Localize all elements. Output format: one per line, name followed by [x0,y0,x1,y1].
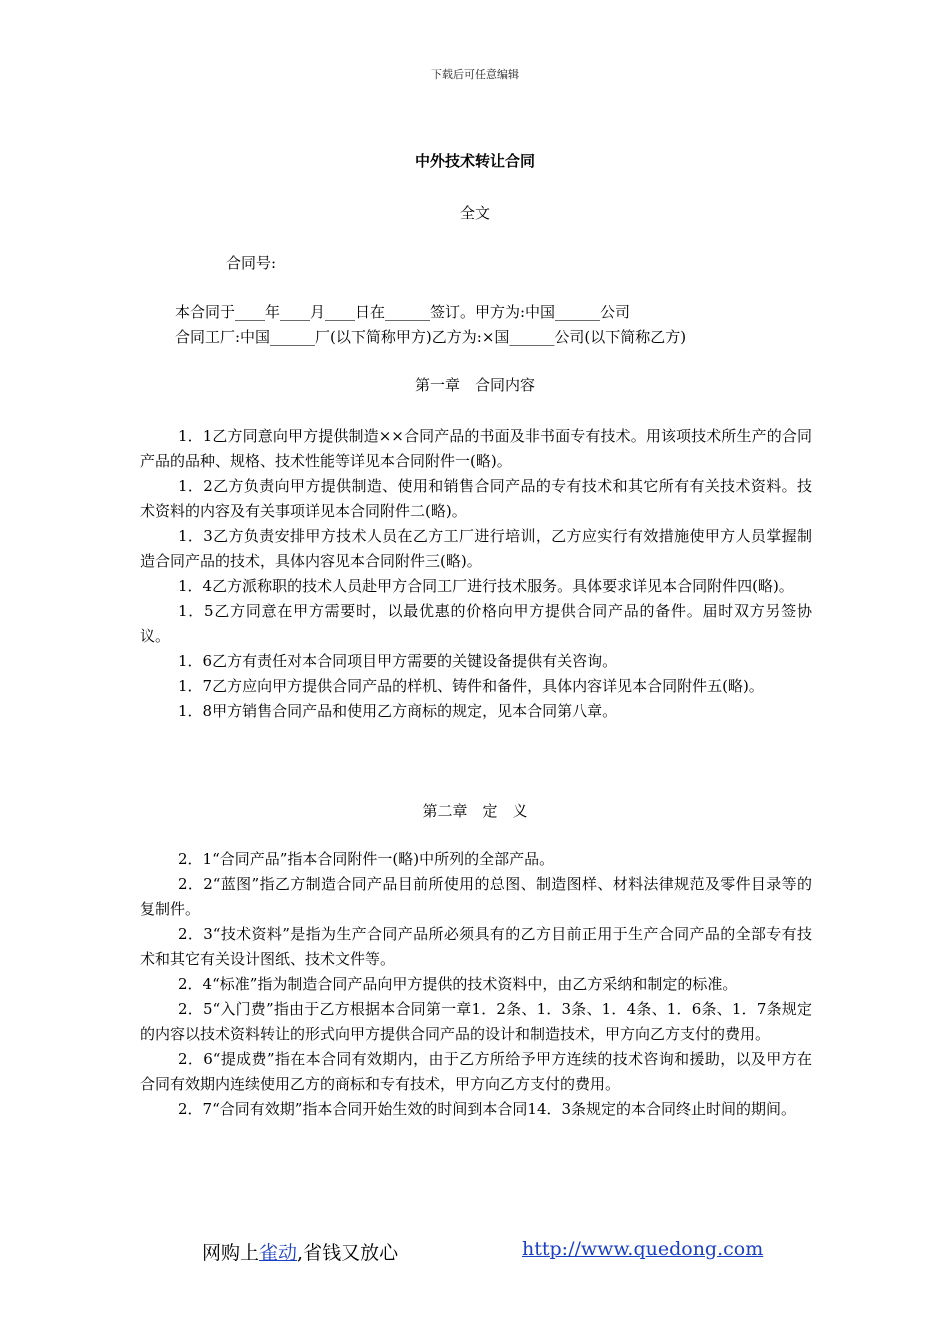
chapter-1-clauses [140,424,812,724]
clause: 2．2“蓝图”指乙方制造合同产品目前所使用的总图、制造图样、材料法律规范及零件目录等的复制件。 [140,875,812,918]
footer-url-link[interactable]: http://www.quedong.com [522,1238,764,1260]
footer-suffix: ,省钱又放心 [297,1242,399,1264]
contract-number-label: 合同号: [226,254,277,272]
document-subtitle: 全文 [459,204,490,222]
chapter-1-heading: 第一章 合同内容 [414,376,535,394]
clause: 1．4乙方派称职的技术人员赴甲方合同工厂进行技术服务。具体要求详见本合同附件四(略)。 [178,577,794,595]
clause: 2．6“提成费”指在本合同有效期内，由于乙方所给予甲方连续的技术咨询和援助，以及甲方在合同有效期内连续使用乙方的商标和专有技术，甲方向乙方支付的费用。 [140,1050,812,1093]
header-note: 下载后可任意编辑 [431,68,519,81]
footer-prefix: 网购上 [202,1242,260,1264]
chapter-2-clauses [140,847,812,1122]
intro-line: 本合同于____年____月____日在______签订。甲方为:中国______公司 [175,303,631,321]
clause: 1．7乙方应向甲方提供合同产品的样机、铸件和备件，具体内容详见本合同附件五(略)。 [178,677,764,695]
footer-slogan [202,1238,398,1265]
clause: 2．3“技术资料”是指为生产合同产品所必须具有的乙方目前正用于生产合同产品的全部专有技术和其它有关设计图纸、技术文件等。 [140,925,812,968]
chapter-2-heading: 第二章 定 义 [422,802,528,820]
clause: 1．6乙方有责任对本合同项目甲方需要的关键设备提供有关咨询。 [178,652,618,670]
contract-intro [175,300,825,350]
document-title: 中外技术转让合同 [414,152,535,170]
clause: 2．5“入门费”指由于乙方根据本合同第一章1．2条、1．3条、1．4条、1．6条、1．7条规定的内容以技术资料转让的形式向甲方提供合同产品的设计和制造技术，甲方向乙方支付的费用。 [140,1000,812,1043]
clause: 1．2乙方负责向甲方提供制造、使用和销售合同产品的专有技术和其它所有有关技术资料。技术资料的内容及有关事项详见本合同附件二(略)。 [140,477,812,520]
clause: 2．7“合同有效期”指本合同开始生效的时间到本合同14．3条规定的本合同终止时间的期间。 [178,1100,797,1118]
clause: 1．1乙方同意向甲方提供制造××合同产品的书面及非书面专有技术。用该项技术所生产的合同产品的品种、规格、技术性能等详见本合同附件一(略)。 [140,427,812,470]
clause: 1．8甲方销售合同产品和使用乙方商标的规定，见本合同第八章。 [178,702,618,720]
intro-line: 合同工厂:中国______厂(以下简称甲方)乙方为:×国______公司(以下简称乙方) [175,328,687,346]
footer-brand-link[interactable]: 雀动 [259,1242,298,1264]
clause: 2．1“合同产品”指本合同附件一(略)中所列的全部产品。 [178,850,555,868]
clause: 1．3乙方负责安排甲方技术人员在乙方工厂进行培训，乙方应实行有效措施使甲方人员掌握制造合同产品的技术，具体内容见本合同附件三(略)。 [140,527,812,570]
clause: 2．4“标准”指为制造合同产品向甲方提供的技术资料中，由乙方采纳和制定的标准。 [178,975,738,993]
clause: 1．5乙方同意在甲方需要时，以最优惠的价格向甲方提供合同产品的备件。届时双方另签协议。 [140,602,812,645]
